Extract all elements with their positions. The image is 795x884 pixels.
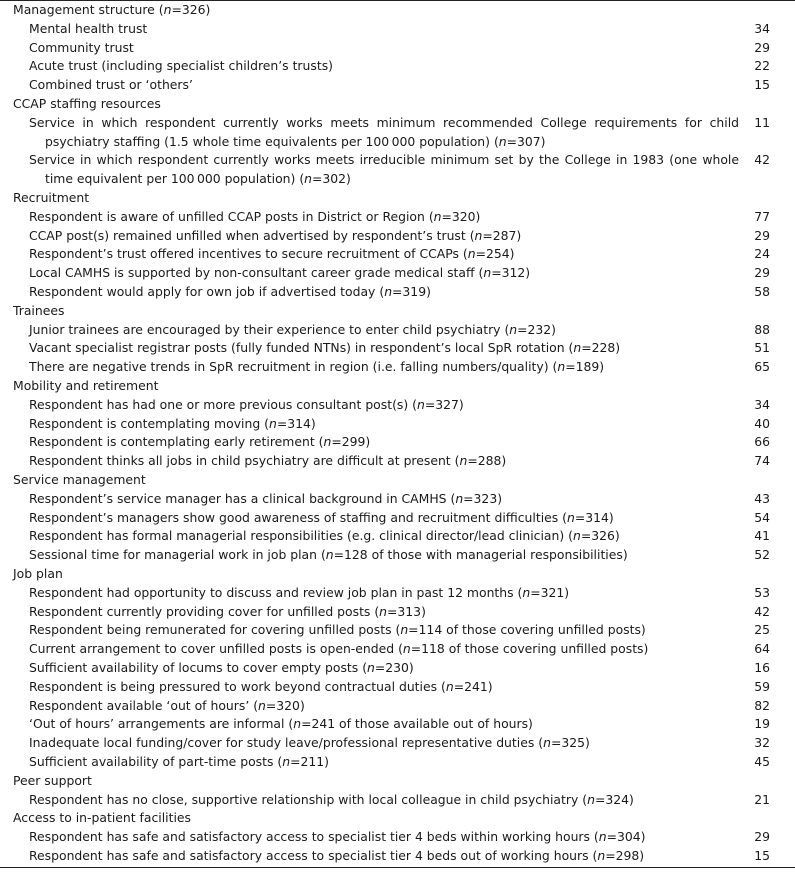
table-row — [0, 151, 795, 189]
row-value: 74 — [754, 453, 770, 469]
row-value: 58 — [754, 284, 770, 299]
row-value: 15 — [754, 848, 770, 863]
row-label: Current arrangement to cover unfilled posts is open-ended (n=118 of those covering unfilled posts) — [29, 641, 649, 657]
n-symbol: n — [567, 509, 575, 525]
row-value: 29 — [754, 265, 770, 281]
n-symbol: n — [459, 453, 468, 469]
table-row — [0, 828, 795, 847]
row-value: 43 — [754, 490, 770, 506]
n-symbol: n — [474, 227, 483, 243]
row-label: Service in which respondent currently works meets irreducible minimum set by the College in 1983 (one whole time equivalent per 100 000 population) (n=302) — [29, 152, 739, 187]
row-label: Sufficient availability of part-time posts (n=211) — [29, 754, 329, 769]
row-value: 53 — [754, 584, 770, 600]
row-label: ‘Out of hours’ arrangements are informal (n=241 of those available out of hours) — [29, 716, 533, 732]
n-symbol: n — [598, 829, 607, 845]
n-symbol: n — [455, 490, 464, 506]
table-row — [0, 640, 795, 659]
row-label: Acute trust (including specialist children’s trusts) — [29, 58, 333, 74]
section-heading: Trainees — [13, 302, 65, 318]
row-label: Service in which respondent currently works meets minimum recommended College requirements for child psychiatry staffing (1.5 whole time equivalents per 100 000 population) (n=307) — [29, 114, 739, 149]
row-label: Respondent had opportunity to discuss and review job plan in past 12 months (n=321) — [29, 584, 570, 600]
n-symbol: n — [557, 359, 566, 375]
row-value: 11 — [754, 114, 770, 130]
n-symbol: n — [587, 791, 595, 807]
row-value: 45 — [754, 754, 770, 769]
table-row — [0, 791, 795, 810]
table-row — [0, 697, 795, 716]
table-row — [0, 584, 795, 603]
section-heading-row — [0, 189, 795, 208]
row-label: Respondent is contemplating moving (n=314) — [29, 415, 316, 431]
row-value: 59 — [754, 678, 770, 694]
n-symbol: n — [498, 133, 507, 149]
row-label: Respondent would apply for own job if advertised today (n=319) — [29, 284, 431, 299]
row-value: 24 — [754, 246, 770, 262]
table-row — [0, 753, 795, 772]
table-row — [0, 396, 795, 415]
table-row — [0, 358, 795, 377]
table-row — [0, 20, 795, 39]
n-symbol: n — [258, 697, 266, 713]
row-value: 29 — [754, 829, 770, 845]
table-row — [0, 603, 795, 622]
n-symbol: n — [509, 321, 518, 337]
table-row — [0, 227, 795, 246]
table-row — [0, 847, 795, 866]
n-symbol: n — [467, 246, 476, 262]
n-symbol: n — [323, 434, 332, 450]
row-value: 41 — [754, 528, 770, 544]
table-row — [0, 546, 795, 565]
row-label: Respondent has formal managerial responsibilities (e.g. clinical director/lead clinician) (n=326) — [29, 528, 620, 544]
n-symbol: n — [269, 415, 277, 431]
row-value: 42 — [754, 603, 770, 619]
row-value: 64 — [754, 641, 770, 657]
n-symbol: n — [400, 622, 409, 638]
n-symbol: n — [367, 660, 375, 675]
table-row — [0, 264, 795, 283]
n-symbol: n — [282, 754, 291, 769]
row-value: 32 — [754, 735, 770, 751]
row-label: Respondent thinks all jobs in child psychiatry are difficult at present (n=288) — [29, 453, 507, 469]
n-symbol: n — [416, 396, 425, 412]
row-label: CCAP post(s) remained unfilled when advertised by respondent’s trust (n=287) — [29, 227, 522, 243]
n-symbol: n — [543, 735, 551, 751]
table-row — [0, 245, 795, 264]
table-row — [0, 339, 795, 358]
n-symbol: n — [522, 584, 531, 600]
row-label: There are negative trends in SpR recruitment in region (i.e. falling numbers/quality) (n=189) — [29, 359, 605, 375]
table-row — [0, 452, 795, 471]
row-value: 51 — [754, 340, 770, 356]
table-row — [0, 734, 795, 753]
row-value: 65 — [754, 359, 770, 375]
row-value: 25 — [754, 622, 770, 638]
section-heading-row — [0, 809, 795, 828]
table-row — [0, 57, 795, 76]
row-label: Respondent’s managers show good awareness of staffing and recruitment difficulties (n=314) — [29, 509, 614, 525]
section-heading-row — [0, 95, 795, 114]
section-heading-row — [0, 377, 795, 396]
n-symbol: n — [572, 528, 581, 544]
row-value: 66 — [754, 434, 770, 450]
row-value: 19 — [754, 716, 770, 732]
section-heading: Service management — [13, 472, 146, 487]
table-row — [0, 39, 795, 58]
n-symbol: n — [384, 284, 393, 299]
n-symbol: n — [483, 265, 492, 281]
row-value: 34 — [754, 396, 770, 412]
row-value: 77 — [754, 208, 770, 224]
row-value: 34 — [754, 20, 770, 36]
row-label: Respondent is aware of unfilled CCAP posts in District or Region (n=320) — [29, 208, 481, 224]
section-heading: Mobility and retirement — [13, 378, 159, 393]
section-heading-row — [0, 565, 795, 584]
row-label: Vacant specialist registrar posts (fully funded NTNs) in respondent’s local SpR rotation (n=228) — [29, 340, 621, 356]
table-bottom-rule — [0, 867, 795, 868]
row-value: 29 — [754, 227, 770, 243]
row-label: Junior trainees are encouraged by their experience to enter child psychiatry (n=232) — [29, 321, 557, 337]
row-value: 88 — [754, 321, 770, 337]
row-label: Respondent has safe and satisfactory access to specialist tier 4 beds out of working hours (n=298) — [29, 848, 645, 863]
row-label: Local CAMHS is supported by non-consultant career grade medical staff (n=312) — [29, 265, 531, 281]
n-symbol: n — [433, 208, 442, 224]
n-symbol: n — [304, 171, 313, 187]
n-symbol: n — [402, 641, 411, 657]
section-heading: Peer support — [13, 772, 92, 788]
n-symbol: n — [445, 678, 454, 694]
row-label: Combined trust or ‘others’ — [29, 77, 193, 93]
row-value: 21 — [754, 791, 770, 807]
table-row — [0, 208, 795, 227]
table-row — [0, 283, 795, 302]
row-label: Respondent’s service manager has a clinical background in CAMHS (n=323) — [29, 490, 503, 506]
row-value: 15 — [754, 77, 770, 93]
row-value: 40 — [754, 415, 770, 431]
row-value: 52 — [754, 547, 770, 563]
table-row — [0, 621, 795, 640]
n-symbol: n — [573, 340, 582, 356]
row-value: 22 — [754, 58, 770, 74]
row-label: Respondent has safe and satisfactory access to specialist tier 4 beds within working hours (n=304) — [29, 829, 646, 845]
table-row — [0, 527, 795, 546]
n-symbol: n — [325, 547, 334, 563]
section-heading-row — [0, 1, 795, 20]
row-label: Respondent currently providing cover for unfilled posts (n=313) — [29, 603, 426, 619]
row-label: Mental health trust — [29, 20, 148, 36]
row-label: Respondent is contemplating early retirement (n=299) — [29, 434, 371, 450]
row-label: Community trust — [29, 39, 134, 55]
row-value: 82 — [754, 697, 770, 713]
row-label: Sessional time for managerial work in job plan (n=128 of those with managerial responsibilities) — [29, 547, 628, 563]
n-symbol: n — [293, 716, 302, 732]
section-heading-row — [0, 471, 795, 490]
table-row — [0, 509, 795, 528]
row-value: 42 — [754, 152, 770, 168]
table-row — [0, 659, 795, 678]
row-label: Sufficient availability of locums to cover empty posts (n=230) — [29, 660, 414, 675]
section-heading: Access to in-patient facilities — [13, 810, 192, 826]
section-heading: CCAP staffing resources — [13, 96, 161, 111]
table-row — [0, 321, 795, 340]
n-symbol: n — [379, 603, 388, 619]
row-label: Respondent is being pressured to work beyond contractual duties (n=241) — [29, 678, 493, 694]
row-value: 29 — [754, 39, 770, 55]
row-label: Respondent’s trust offered incentives to secure recruitment of CCAPs (n=254) — [29, 246, 515, 262]
table-row — [0, 433, 795, 452]
section-heading-row — [0, 772, 795, 791]
section-heading: Job plan — [13, 566, 63, 581]
row-label: Inadequate local funding/cover for study leave/professional representative duties (n=325) — [29, 735, 590, 751]
row-value: 54 — [754, 509, 770, 525]
table-row — [0, 114, 795, 152]
table-row — [0, 415, 795, 434]
n-symbol: n — [597, 848, 606, 863]
row-label: Respondent being remunerated for covering unfilled posts (n=114 of those covering unfilled posts) — [29, 622, 646, 638]
table-row — [0, 678, 795, 697]
section-heading-row — [0, 302, 795, 321]
table-row — [0, 490, 795, 509]
row-label: Respondent available ‘out of hours’ (n=320) — [29, 697, 305, 713]
row-label: Respondent has no close, supportive relationship with local colleague in child psychiatry (n=324) — [29, 791, 634, 807]
section-heading: Recruitment — [13, 190, 90, 205]
section-heading: Management structure (n=326) — [13, 2, 211, 17]
table-row — [0, 715, 795, 734]
n-symbol: n — [163, 2, 172, 17]
table-row — [0, 76, 795, 95]
row-value: 16 — [754, 660, 770, 675]
row-label: Respondent has had one or more previous consultant post(s) (n=327) — [29, 396, 464, 412]
